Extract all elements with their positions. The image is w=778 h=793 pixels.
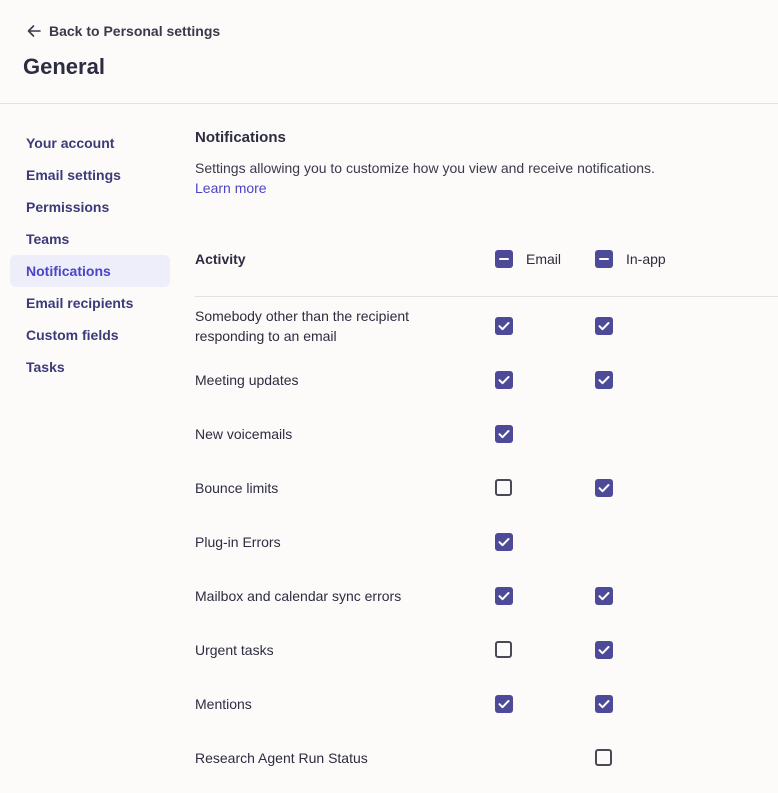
check-icon bbox=[497, 535, 511, 549]
inapp-checkbox[interactable] bbox=[595, 479, 613, 497]
sidebar-item-teams[interactable]: Teams bbox=[26, 231, 70, 247]
inapp-checkbox[interactable] bbox=[595, 317, 613, 335]
inapp-cell bbox=[595, 587, 613, 608]
check-icon bbox=[597, 589, 611, 603]
inapp-cell bbox=[595, 317, 613, 338]
email-cell bbox=[495, 317, 513, 338]
inapp-column-header bbox=[595, 250, 666, 268]
section-description: Settings allowing you to customize how you view and receive notifications. bbox=[195, 160, 655, 176]
notification-row-label: Research Agent Run Status bbox=[195, 750, 368, 766]
notification-row-label: Mentions bbox=[195, 696, 252, 712]
section-title: Notifications bbox=[195, 129, 286, 146]
email-cell bbox=[495, 371, 513, 392]
minus-icon bbox=[497, 252, 511, 266]
check-icon bbox=[497, 373, 511, 387]
learn-more-link[interactable]: Learn more bbox=[195, 180, 267, 196]
email-checkbox[interactable] bbox=[495, 479, 512, 496]
back-to-personal-settings-link[interactable] bbox=[26, 23, 220, 39]
inapp-checkbox[interactable] bbox=[595, 587, 613, 605]
check-icon bbox=[497, 589, 511, 603]
sidebar-item-permissions[interactable]: Permissions bbox=[26, 199, 110, 215]
notification-row-label: New voicemails bbox=[195, 426, 293, 442]
notification-row-label: Urgent tasks bbox=[195, 642, 274, 658]
email-checkbox[interactable] bbox=[495, 371, 513, 389]
sidebar-item-notifications[interactable]: Notifications bbox=[10, 255, 170, 287]
sidebar-item-tasks[interactable]: Tasks bbox=[26, 359, 65, 375]
check-icon bbox=[597, 319, 611, 333]
notification-row-label: Plug-in Errors bbox=[195, 534, 281, 550]
check-icon bbox=[597, 373, 611, 387]
email-column-header bbox=[495, 250, 561, 268]
minus-icon bbox=[597, 252, 611, 266]
email-checkbox[interactable] bbox=[495, 317, 513, 335]
email-checkbox[interactable] bbox=[495, 425, 513, 443]
page-header bbox=[0, 0, 778, 104]
email-cell bbox=[495, 425, 513, 446]
sidebar-item-custom-fields[interactable]: Custom fields bbox=[26, 327, 119, 343]
inapp-select-all-checkbox[interactable] bbox=[595, 250, 613, 268]
inapp-column-label: In-app bbox=[626, 251, 666, 267]
settings-sidebar bbox=[10, 127, 170, 383]
check-icon bbox=[497, 319, 511, 333]
email-checkbox[interactable] bbox=[495, 533, 513, 551]
check-icon bbox=[497, 427, 511, 441]
email-cell bbox=[495, 695, 513, 716]
header-divider bbox=[195, 296, 778, 297]
email-cell bbox=[495, 479, 512, 501]
inapp-checkbox[interactable] bbox=[595, 749, 612, 766]
email-cell bbox=[495, 587, 513, 608]
email-checkbox[interactable] bbox=[495, 587, 513, 605]
email-cell bbox=[495, 533, 513, 554]
check-icon bbox=[497, 697, 511, 711]
back-link-label: Back to Personal settings bbox=[49, 23, 221, 39]
inapp-checkbox[interactable] bbox=[595, 641, 613, 659]
email-select-all-checkbox[interactable] bbox=[495, 250, 513, 268]
check-icon bbox=[597, 643, 611, 657]
inapp-cell bbox=[595, 695, 613, 716]
notification-row-label: Mailbox and calendar sync errors bbox=[195, 588, 402, 604]
notification-row-label: Somebody other than the recipient responding to an email bbox=[195, 308, 410, 344]
inapp-cell bbox=[595, 479, 613, 500]
email-checkbox[interactable] bbox=[495, 641, 512, 658]
check-icon bbox=[597, 697, 611, 711]
inapp-checkbox[interactable] bbox=[595, 371, 613, 389]
arrow-left-icon bbox=[26, 23, 42, 39]
check-icon bbox=[597, 481, 611, 495]
activity-column-header: Activity bbox=[195, 251, 246, 267]
inapp-cell bbox=[595, 371, 613, 392]
email-checkbox[interactable] bbox=[495, 695, 513, 713]
sidebar-item-email-settings[interactable]: Email settings bbox=[26, 167, 121, 183]
sidebar-item-your-account[interactable]: Your account bbox=[26, 135, 115, 151]
notification-row-label: Bounce limits bbox=[195, 480, 279, 496]
inapp-cell bbox=[595, 641, 613, 662]
inapp-cell bbox=[595, 749, 612, 771]
email-cell bbox=[495, 641, 512, 663]
inapp-checkbox[interactable] bbox=[595, 695, 613, 713]
sidebar-item-email-recipients[interactable]: Email recipients bbox=[26, 295, 134, 311]
email-column-label: Email bbox=[526, 251, 562, 267]
page-title: General bbox=[23, 54, 105, 79]
notification-row-label: Meeting updates bbox=[195, 372, 299, 388]
